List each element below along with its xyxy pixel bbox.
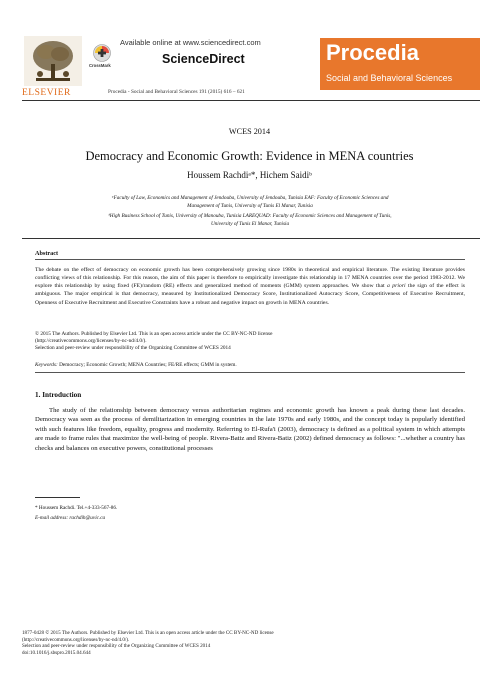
footnote-rule <box>35 497 80 498</box>
article-bottom-info <box>22 630 480 656</box>
copyright-line1: © 2015 The Authors. Published by Elsevier Ltd. This is an open access article under the CC BY-NC-ND license <box>35 331 273 337</box>
author-list: Houssem Rachdiᵃ*, Hichem Saidiᵇ <box>187 170 312 180</box>
abstract-top-rule <box>35 259 465 260</box>
available-online-link[interactable]: Available online at www.sciencedirect.com <box>120 38 261 47</box>
keywords-line <box>35 362 465 369</box>
elsevier-tree-logo <box>24 36 82 86</box>
affiliation-a <box>55 194 445 210</box>
abstract-bottom-rule <box>35 372 465 373</box>
conference-name: WCES 2014 <box>228 127 271 136</box>
abstract-text-part2: the sign of the effect is ambiguous. The major empirical is that democracy, measured by Institutionalized Democracy Score, Institutionalized Autocracy Score, Competitiveness of Executive Recruitment, Openness of Executive Recruitment and Executive Constraints have a robust and negative impact on growth in MENA countries. <box>35 283 466 306</box>
abstract-text-part1: The debate on the effect of democracy on economic growth has been comprehensively growing since 1980s in theoretical and empirical literature. The existing literature provides conflicting views of this relationship. For this reason, the aim of this paper is therefore to empirically investigate this relationship in 17 MENA countries over the period 1983-2012. We explore this relationship by using fixed (FE)/random (RE) effects and generalized method of moments (GMM) system approaches. We show that <box>35 267 465 290</box>
affiliation-b <box>55 212 445 228</box>
procedia-subtitle: Social and Behavioral Sciences <box>326 73 453 83</box>
license-link[interactable]: (http://creativecommons.org/licenses/by-nc-nd/4.0/). <box>35 338 147 345</box>
abstract-copyright <box>35 331 465 353</box>
issn-copyright-line: 1877-0428 © 2015 The Authors. Published by Elsevier Ltd. This is an open access article under the CC BY-NC-ND license <box>22 630 274 636</box>
affiliation-a-line2: Management of Tunis, University of Tunis El Manar, Tunisia <box>187 203 313 209</box>
section-heading-introduction: 1. Introduction <box>35 391 82 399</box>
procedia-wordmark: Procedia <box>326 40 419 65</box>
bottom-license-link[interactable]: (http://creativecommons.org/licenses/by-nc-nd/4.0/). <box>22 636 130 643</box>
sciencedirect-wordmark: ScienceDirect <box>162 52 245 66</box>
affiliation-a-line1: ᵃFaculty of Law, Economics and Management of Jendouba, University of Jendouba, Tunisia EAF: Faculty of Economic Sciences and <box>111 195 389 201</box>
abstract-italic-term: a priori <box>387 283 406 290</box>
header-divider <box>22 100 480 101</box>
bottom-peer-review: Selection and peer-review under responsibility of the Organizing Committee of WCES 2014 <box>22 643 211 650</box>
doi-link[interactable]: doi:10.1016/j.sbspro.2015.04.644 <box>22 649 91 656</box>
title-divider <box>22 238 480 239</box>
crossmark-label: CrossMark <box>89 63 111 68</box>
journal-citation: Procedia - Social and Behavioral Sciences 191 (2015) 616 – 621 <box>108 89 245 95</box>
abstract-heading: Abstract <box>35 250 59 257</box>
keywords-text: Democracy; Economic Growth; MENA Countries; FE/RE effects; GMM in system. <box>57 362 237 368</box>
author-email[interactable]: E-mail address: rachdih@uvic.ca <box>35 515 106 521</box>
article-title: Democracy and Economic Growth: Evidence in MENA countries <box>85 149 414 163</box>
affiliation-b-line1: ᵇHigh Business School of Tunis, University of Manouba, Tunisia LAREQUAD: Faculty of Economic Sciences and Management of Tunis, <box>108 213 392 219</box>
affiliation-b-line2: University of Tunis El Manar, Tunisia <box>210 221 290 227</box>
elsevier-wordmark: ELSEVIER <box>22 88 71 98</box>
abstract-body <box>35 266 465 307</box>
crossmark-icon[interactable] <box>93 44 111 62</box>
keywords-label: Keywords: <box>35 362 58 368</box>
introduction-paragraph: The study of the relationship between democracy versus authoritarian regimes and economic growth has known a peak during these last decades. Democracy was seen as the process of demilitarization in emerging countries in the late 1970s and early 1980s, and the concept today is popularly identified with such features like freedom, equality, progress and modernity. Referring to El-Rufa'i (2003), democracy is defined as a political system in which attempts are made to frame rules that maximize the well-being of people. Rivera-Batiz and Rivera-Batiz (2002) defined democracy as follows: "...whether a country has checks and balances on executive powers, constitutional processes <box>35 407 465 452</box>
peer-review-line: Selection and peer-review under responsibility of the Organizing Committee of WCES 2014 <box>35 345 231 352</box>
corresponding-author-note: * Houssem Rachdi. Tel.+4-333-567-86. <box>35 505 118 511</box>
